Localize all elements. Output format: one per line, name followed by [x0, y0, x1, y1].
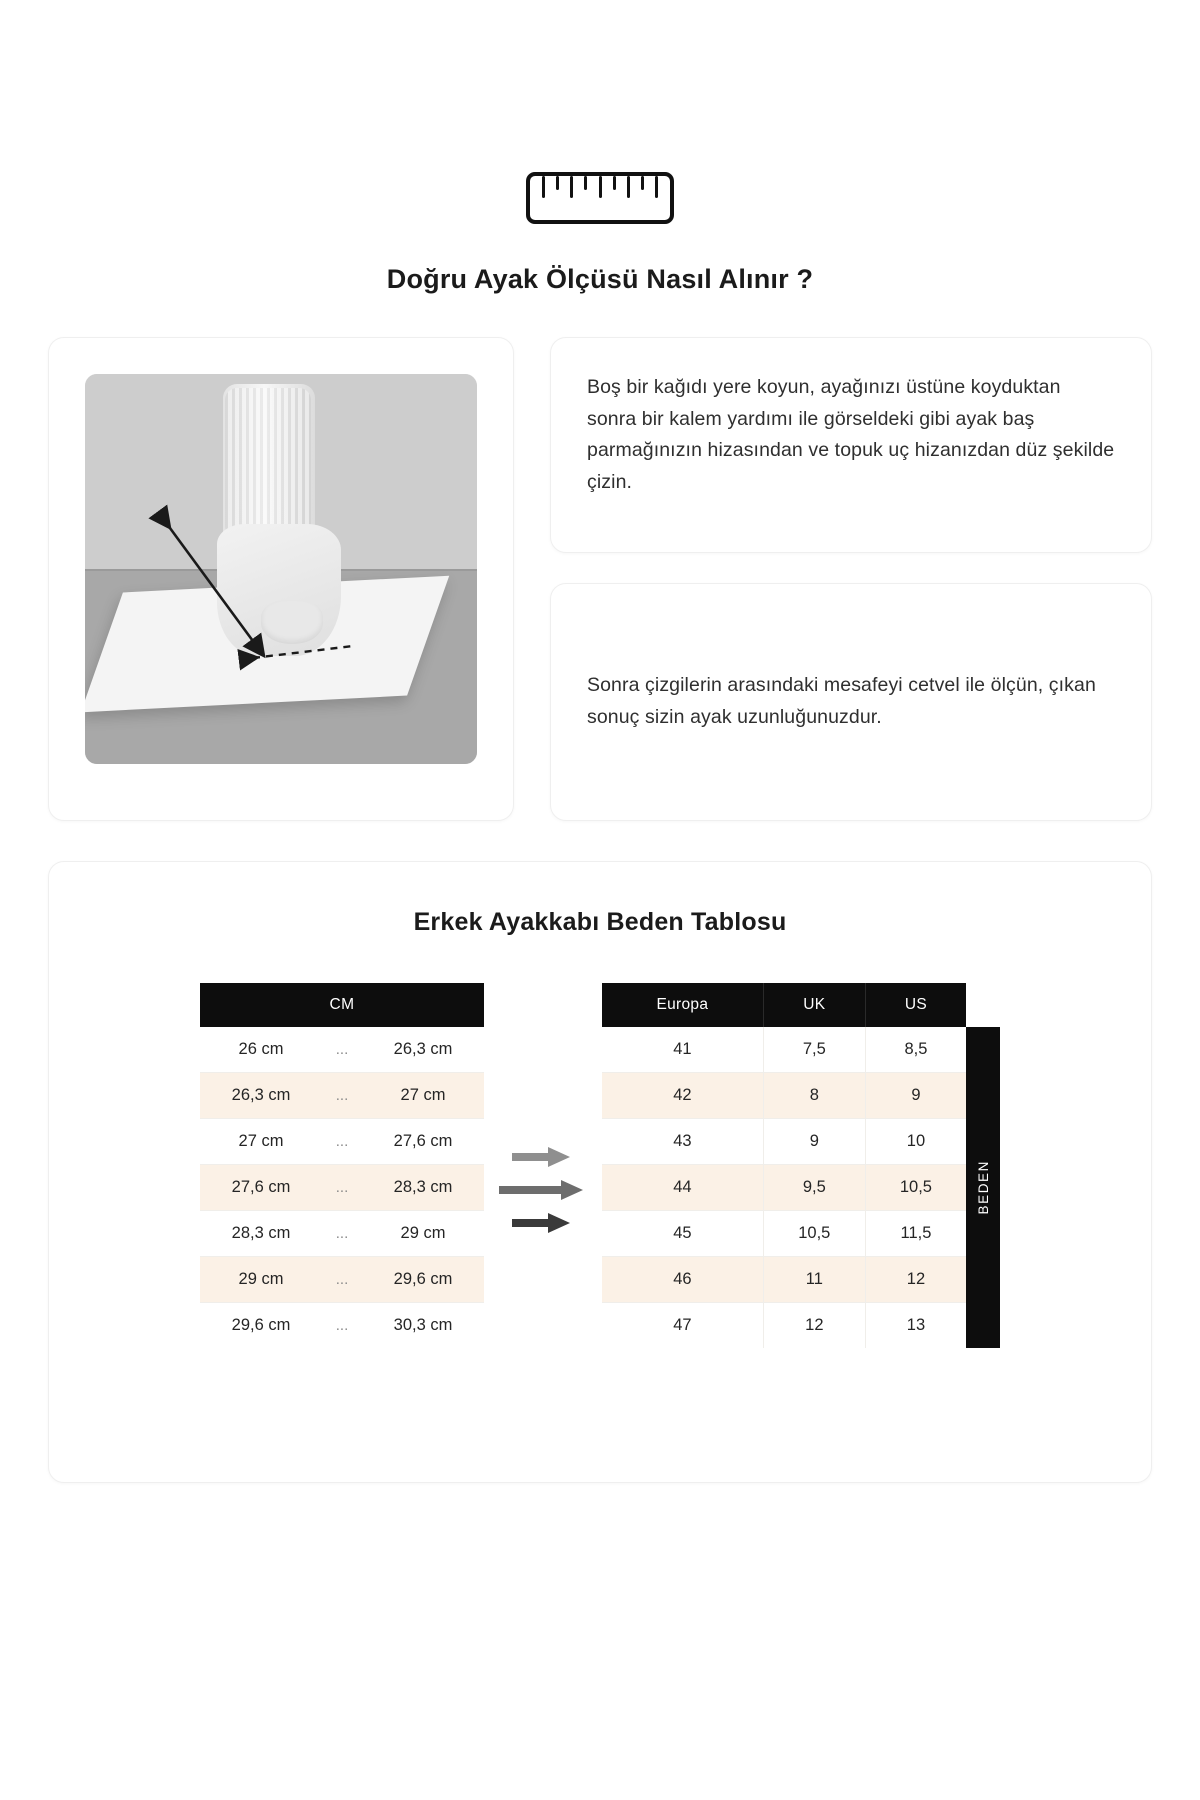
- table-row: [602, 1073, 966, 1119]
- cell-uk: 8: [763, 1073, 865, 1119]
- cm-to: 29,6 cm: [362, 1257, 484, 1303]
- cell-europa: 47: [602, 1303, 763, 1349]
- cell-uk: 12: [763, 1303, 865, 1349]
- size-table-card: [48, 861, 1152, 1483]
- table-row: [200, 1165, 484, 1211]
- table-row: [602, 1165, 966, 1211]
- cm-from: 29 cm: [200, 1257, 322, 1303]
- cell-uk: 7,5: [763, 1027, 865, 1073]
- cm-dots: ...: [322, 1165, 362, 1211]
- table-row: [200, 1211, 484, 1257]
- cell-uk: 9,5: [763, 1165, 865, 1211]
- ruler-ticks: [530, 176, 670, 200]
- cell-europa: 46: [602, 1257, 763, 1303]
- intl-table-header-row: [602, 983, 966, 1027]
- cm-from: 26 cm: [200, 1027, 322, 1073]
- table-row: [602, 1027, 966, 1073]
- cm-to: 27 cm: [362, 1073, 484, 1119]
- table-row: [602, 1257, 966, 1303]
- cm-dots: ...: [322, 1027, 362, 1073]
- conversion-arrows: [484, 983, 602, 1233]
- intl-table-wrap: [602, 983, 1000, 1348]
- cm-to: 26,3 cm: [362, 1027, 484, 1073]
- cm-from: 27 cm: [200, 1119, 322, 1165]
- size-table-title: Erkek Ayakkabı Beden Tablosu: [413, 908, 787, 936]
- cm-table: [200, 983, 484, 1348]
- arrow-right-icon: [512, 1213, 574, 1233]
- cm-to: 30,3 cm: [393, 1316, 453, 1334]
- international-size-table: [602, 983, 966, 1348]
- instruction-cards: [550, 337, 1152, 821]
- ruler-icon: [526, 172, 674, 224]
- cm-to: 28,3 cm: [362, 1165, 484, 1211]
- cm-dots: ...: [322, 1211, 362, 1257]
- cell-uk: 10,5: [763, 1211, 865, 1257]
- cell-us: 13: [906, 1316, 926, 1334]
- arrow-right-icon: [512, 1147, 574, 1167]
- cm-from: 26,3 cm: [200, 1073, 322, 1119]
- measurement-arrow-icon: [85, 374, 477, 764]
- beden-side-label: [966, 1027, 1000, 1348]
- table-row: [200, 1303, 484, 1349]
- table-row: [602, 1303, 966, 1349]
- cm-table-header-row: [200, 983, 484, 1027]
- photo-card: [48, 337, 514, 821]
- arrow-right-icon: [499, 1180, 587, 1200]
- table-row: [602, 1119, 966, 1165]
- cell-us: 8,5: [865, 1027, 966, 1073]
- intl-header-uk: UK: [763, 983, 865, 1027]
- cell-europa: 43: [602, 1119, 763, 1165]
- cm-from: 28,3 cm: [200, 1211, 322, 1257]
- cm-table-header: CM: [200, 983, 484, 1027]
- ruler-icon-wrap: [48, 0, 1152, 224]
- table-row: [200, 1027, 484, 1073]
- table-row: [200, 1119, 484, 1165]
- table-row: [200, 1073, 484, 1119]
- beden-side-label-text: BEDEN: [975, 1160, 991, 1215]
- intl-header-us: US: [865, 983, 966, 1027]
- cell-uk: 11: [763, 1257, 865, 1303]
- instructions-row: [48, 337, 1152, 821]
- cm-dots: ...: [335, 1317, 349, 1334]
- instruction-card-2: [550, 583, 1152, 821]
- cell-europa: 44: [602, 1165, 763, 1211]
- table-row: [602, 1211, 966, 1257]
- cm-from: 29,6 cm: [231, 1316, 291, 1334]
- cell-europa: 41: [602, 1027, 763, 1073]
- size-tables: [89, 983, 1111, 1348]
- table-row: [200, 1257, 484, 1303]
- cell-us: 10,5: [865, 1165, 966, 1211]
- cm-from: 27,6 cm: [200, 1165, 322, 1211]
- instruction-card-2-text: Sonra çizgilerin arasındaki mesafeyi cetvel ile ölçün, çıkan sonuç sizin ayak uzunluğunuzdur.: [587, 674, 1096, 728]
- instruction-card-1: Boş bir kağıdı yere koyun, ayağınızı üstüne koyduktan sonra bir kalem yardımı ile görseldeki gibi ayak baş parmağınızın hizasından ve topuk uç hizanızdan düz şekilde çizin.: [550, 337, 1152, 553]
- cell-us: 9: [865, 1073, 966, 1119]
- foot-measurement-photo: [85, 374, 477, 764]
- cell-us: 11,5: [865, 1211, 966, 1257]
- cm-to: 27,6 cm: [362, 1119, 484, 1165]
- cell-us: 12: [865, 1257, 966, 1303]
- page-title: Doğru Ayak Ölçüsü Nasıl Alınır ?: [386, 264, 814, 294]
- cell-europa: 45: [602, 1211, 763, 1257]
- intl-header-europa: Europa: [602, 983, 763, 1027]
- cell-uk: 9: [763, 1119, 865, 1165]
- cm-to: 29 cm: [362, 1211, 484, 1257]
- cm-dots: ...: [322, 1073, 362, 1119]
- cm-dots: ...: [322, 1119, 362, 1165]
- cell-us: 10: [865, 1119, 966, 1165]
- cm-dots: ...: [322, 1257, 362, 1303]
- cell-europa: 42: [602, 1073, 763, 1119]
